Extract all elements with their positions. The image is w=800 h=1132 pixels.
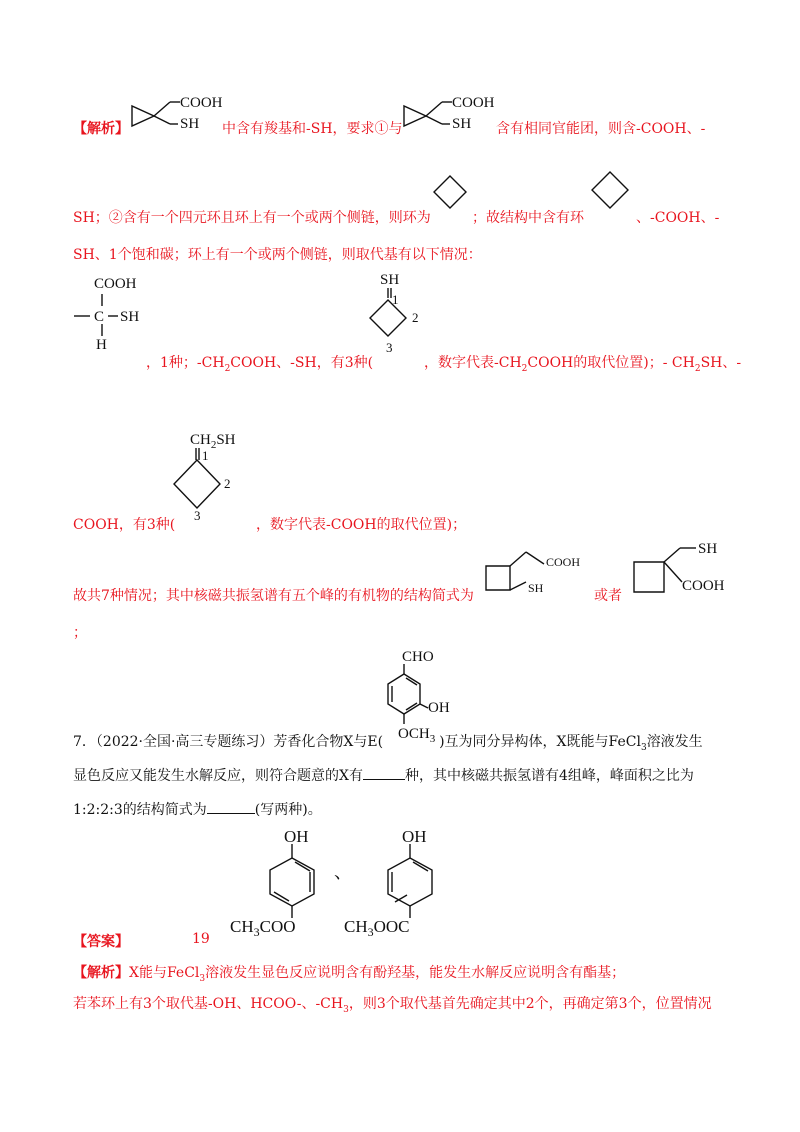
q7-blank-count (363, 779, 405, 780)
svg-text:H: H (96, 337, 107, 352)
line7-text: ； (73, 625, 87, 641)
svg-text:OH: OH (402, 827, 427, 846)
svg-text:OH: OH (284, 827, 309, 846)
line2-text-a: SH；②含有一个四元环且环上有一个或两个侧链，则环为 (73, 210, 431, 226)
svg-text:CH2SH: $CH_2SH$ (190, 432, 236, 451)
svg-text:1: 1 (392, 292, 399, 307)
svg-text:SH: SH (698, 541, 718, 557)
answer-separator: 、 (334, 862, 352, 883)
struct-sh-label: SH (452, 116, 472, 132)
struct-sh-label: SH (180, 116, 200, 132)
struct-cooh-label: COOH (452, 95, 495, 111)
q7-line3: 1:2:2:3的结构简式为 (写两种)。 (73, 802, 322, 818)
svg-text:CH3COO: $CH_3COO$ (230, 917, 296, 938)
svg-text:CH3OOC: $CH_3OOC$ (344, 917, 410, 938)
line3-text: SH、1个饱和碳；环上有一个或两个侧链，则取代基有以下情况： (73, 247, 482, 263)
svg-text:COOH: COOH (94, 276, 137, 292)
svg-text:COOH: COOH (682, 578, 725, 594)
spiro-cyclopropane-structure-2 (400, 90, 500, 132)
answer-structure-sh-cooh (624, 538, 734, 600)
spiro-cyclopropane-structure (128, 90, 228, 132)
line6-text-b: 或者 (594, 588, 622, 604)
svg-text:SH: SH (528, 581, 544, 595)
line2-text-b: ；故结构中含有环 (472, 210, 584, 226)
q7-line2: 显色反应又能发生水解反应，则符合题意的X有 种，其中核磁共振氢谱有4组峰，峰面积之比为 (73, 768, 694, 784)
answer-tag: 【答案】 (73, 934, 129, 950)
svg-text:1: 1 (202, 448, 209, 463)
cyclobutane-sh-positions (360, 268, 440, 356)
line6-text-a: 故共7种情况；其中核磁共振氢谱有五个峰的有机物的结构简式为 (73, 588, 474, 604)
svg-text:OCH3: $OCH_3$ (398, 726, 436, 745)
answer-value: 19 (192, 931, 210, 947)
answer-structure-acetoxyphenol (226, 824, 326, 938)
line2-text-c: 、-COOH、- (636, 210, 720, 226)
cyclobutane-ring (430, 172, 470, 212)
answer-structure-cooh-sh (480, 548, 600, 604)
cyclobutane-ch2sh-positions (170, 424, 270, 520)
svg-text:C: C (94, 309, 105, 325)
svg-text:2: 2 (224, 476, 231, 491)
line1-text-b: 含有相同官能团，则含-COOH、- (496, 121, 706, 137)
line5-text-a: COOH，有3种( (73, 517, 176, 533)
svg-text:3: 3 (386, 340, 393, 355)
cyclobutane-ring-2 (588, 168, 632, 212)
q7-blank-structure (207, 813, 255, 814)
line4-text: ，1种；$-CH_2COOH$、-SH，有3种( (146, 355, 374, 374)
analysis-line1: 【解析】X能与FeCl$_3$溶液发生显色反应说明含有酚羟基，能发生水解反应说明含有酯基； (73, 965, 626, 984)
line5-text-b: ，数字代表-COOH的取代位置)； (256, 517, 467, 533)
line4-text-b: ，数字代表$-CH_2COOH$的取代位置)；- $CH_2SH$、- (424, 355, 742, 374)
svg-text:3: 3 (194, 508, 201, 520)
svg-text:SH: SH (120, 309, 140, 325)
analysis-line2: 若苯环上有3个取代基-OH、HCOO-、$-CH_3$，则3个取代基首先确定其中2个，再确定第3个，位置情况 (73, 996, 712, 1015)
svg-text:SH: SH (380, 272, 400, 288)
analysis-tag: 【解析】 (73, 121, 129, 137)
struct-cooh-label: COOH (180, 95, 223, 111)
svg-text:COOH: COOH (546, 555, 581, 569)
svg-text:2: 2 (412, 310, 419, 325)
q7-line1: 7．（2022·全国·高三专题练习）芳香化合物X与E( )互为同分异构体，X既能与FeCl$_3$溶液发生 (73, 734, 703, 753)
line1-text-a: 中含有羧基和-SH，要求①与 (222, 121, 403, 137)
svg-text:CHO: CHO (402, 649, 434, 665)
svg-text:OH: OH (428, 700, 450, 716)
answer-structure-methylester (340, 824, 450, 938)
carbon-fragment-structure (72, 272, 182, 352)
